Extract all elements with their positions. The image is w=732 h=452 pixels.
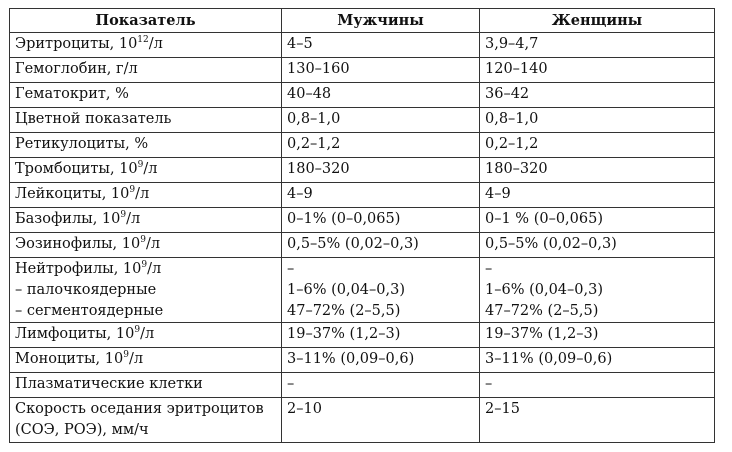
women-value: 4–9 (480, 183, 715, 208)
table-row (10, 183, 715, 208)
women-value: 0,2–1,2 (480, 133, 715, 158)
row-label: Цветной показатель (10, 108, 282, 133)
men-value: 0–1% (0–0,065) (282, 208, 480, 233)
women-value: 36–42 (480, 83, 715, 108)
table-row (10, 58, 715, 83)
women-value: – (480, 373, 715, 398)
row-label: Моноциты, $10^9/л$ (10, 348, 282, 373)
men-value: 4–5 (282, 33, 480, 58)
women-value: 2–15 (480, 398, 715, 443)
row-label: Ретикулоциты, % (10, 133, 282, 158)
table-row (10, 33, 715, 58)
men-value: 2–10 (282, 398, 480, 443)
table-row (10, 133, 715, 158)
table-row (10, 258, 715, 323)
men-value: – 1–6% (0,04–0,3) 47–72% (2–5,5) (282, 258, 480, 323)
table-row (10, 208, 715, 233)
row-label: Тромбоциты, $10^9/л$ (10, 158, 282, 183)
men-value: 19–37% (1,2–3) (282, 323, 480, 348)
header-indicator: Показатель (10, 9, 282, 33)
table-row (10, 373, 715, 398)
men-value: 0,2–1,2 (282, 133, 480, 158)
row-label: Эритроциты, $10^{12}/л$ (10, 33, 282, 58)
women-value: 19–37% (1,2–3) (480, 323, 715, 348)
row-sublabel: – сегментоядерные (15, 303, 164, 319)
men-value: 180–320 (282, 158, 480, 183)
header-men: Мужчины (282, 9, 480, 33)
table-row (10, 158, 715, 183)
row-label: Лейкоциты, $10^9/л$ (10, 183, 282, 208)
table-row (10, 233, 715, 258)
men-value: 130–160 (282, 58, 480, 83)
table-row (10, 108, 715, 133)
reference-table (9, 8, 715, 443)
header-women: Женщины (480, 9, 715, 33)
table-row (10, 348, 715, 373)
women-value: 3,9–4,7 (480, 33, 715, 58)
men-value: – (282, 373, 480, 398)
row-label: Лимфоциты, $10^9/л$ (10, 323, 282, 348)
table-row (10, 83, 715, 108)
women-value: 120–140 (480, 58, 715, 83)
women-value: 0,8–1,0 (480, 108, 715, 133)
men-value: 0,5–5% (0,02–0,3) (282, 233, 480, 258)
row-label: Скорость оседания эритроцитов (СОЭ, РОЭ), мм/ч (10, 398, 282, 443)
women-value: – 1–6% (0,04–0,3) 47–72% (2–5,5) (480, 258, 715, 323)
header-row (10, 9, 715, 33)
table-row (10, 323, 715, 348)
men-value: 4–9 (282, 183, 480, 208)
row-label: Нейтрофилы, $10^9/л$ – палочкоядерные – сегментоядерные (10, 258, 282, 323)
row-label: Гематокрит, % (10, 83, 282, 108)
row-sublabel: – палочкоядерные (15, 282, 157, 298)
women-value: 0,5–5% (0,02–0,3) (480, 233, 715, 258)
men-value: 3–11% (0,09–0,6) (282, 348, 480, 373)
men-value: 0,8–1,0 (282, 108, 480, 133)
table-row (10, 398, 715, 443)
women-value: 180–320 (480, 158, 715, 183)
men-value: 40–48 (282, 83, 480, 108)
row-label: Эозинофилы, $10^9/л$ (10, 233, 282, 258)
women-value: 3–11% (0,09–0,6) (480, 348, 715, 373)
row-label: Плазматические клетки (10, 373, 282, 398)
women-value: 0–1 % (0–0,065) (480, 208, 715, 233)
row-label: Базофилы, $10^9/л$ (10, 208, 282, 233)
row-label: Гемоглобин, г/л (10, 58, 282, 83)
